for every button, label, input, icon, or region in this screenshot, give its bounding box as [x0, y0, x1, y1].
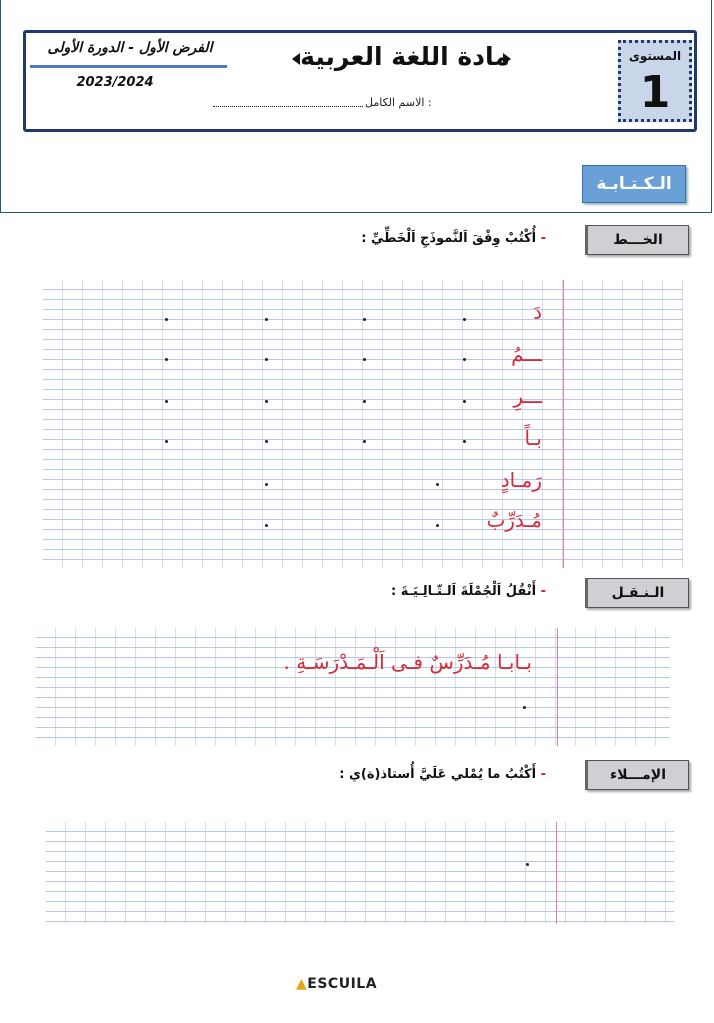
guide-dot: [363, 318, 366, 321]
margin-line: [556, 822, 557, 924]
instruction-text: أَكْتُبُ ما يُمْلي عَلَيَّ أُستاذ(ة)ي :: [339, 767, 537, 782]
guide-dot: [265, 358, 268, 361]
logo: [296, 976, 377, 992]
handwriting-grid-khatt[interactable]: [43, 280, 683, 568]
margin-line: [557, 628, 558, 746]
section-label-text: الإمـــلاء: [609, 767, 667, 783]
instruction-text: أُكْتُبْ وِفْقَ اَلنَّموذَجِ اَلْخَطِّيِّ :: [361, 231, 537, 246]
level-box: [618, 40, 692, 122]
guide-dot: [363, 440, 366, 443]
model-letter: ـــرِ: [513, 384, 542, 408]
guide-dot: [265, 440, 268, 443]
name-field[interactable]: [213, 94, 363, 107]
instruction-text: أَنْقُلُ اَلْجُمْلَةَ اَلـتّـالِـيَـةَ :: [391, 584, 537, 599]
guide-dot: [436, 524, 439, 527]
margin-line: [563, 280, 564, 568]
section-label-text: الخـــط: [613, 232, 663, 248]
guide-dot: [523, 706, 526, 709]
model-letter: دَ: [533, 300, 542, 324]
instruction-naql: - أَنْقُلُ اَلْجُمْلَةَ اَلـتّـالِـيَـةَ :: [391, 584, 546, 599]
guide-dot: [165, 440, 168, 443]
graduation-cap-icon: ▲: [296, 976, 308, 992]
name-label: الاسم الكامل :: [365, 96, 432, 109]
handwriting-grid-imlaa[interactable]: [46, 822, 674, 924]
section-label-imlaa: [585, 760, 689, 790]
section-label-khatt: [585, 225, 689, 255]
level-number: 1: [639, 67, 671, 118]
handwriting-grid-naql[interactable]: [36, 628, 670, 746]
model-letter: بـاً: [524, 426, 542, 450]
guide-dot: [363, 400, 366, 403]
exam-title: الفرض الأول - الدورة الأولى: [47, 40, 213, 56]
guide-dot: [265, 524, 268, 527]
guide-dot: [265, 318, 268, 321]
logo-text: ESCUILA: [307, 976, 378, 992]
copy-sentence: بـابـا مُـدَرِّسٌ فـى اَلْـمَـدْرَسَـةِ .: [283, 650, 532, 674]
writing-tab-label: الـكـتـابـة: [596, 174, 672, 194]
model-word: مُـدَرِّبٌ: [486, 508, 542, 532]
section-label-text: الـنـقـل: [611, 585, 665, 601]
school-year: 2023/2024: [76, 75, 154, 90]
exam-underline: [30, 65, 227, 68]
guide-dot: [265, 483, 268, 486]
guide-dot: [265, 400, 268, 403]
guide-dot: [165, 400, 168, 403]
subject-title: مادة اللغة العربية: [300, 42, 510, 71]
guide-dot: [436, 483, 439, 486]
model-letter: ـــمُ: [511, 342, 542, 366]
triangle-right-icon: [503, 53, 511, 65]
section-label-naql: [585, 578, 689, 608]
instruction-imlaa: - أَكْتُبُ ما يُمْلي عَلَيَّ أُستاذ(ة)ي :: [339, 767, 546, 782]
guide-dot: [165, 358, 168, 361]
guide-dot: [463, 318, 466, 321]
instruction-khatt: - أُكْتُبْ وِفْقَ اَلنَّموذَجِ اَلْخَطِّيِّ :: [361, 231, 546, 246]
model-word: رَمـادٍ: [500, 468, 542, 492]
guide-dot: [463, 358, 466, 361]
level-label: المستوى: [628, 49, 682, 63]
guide-dot: [363, 358, 366, 361]
writing-tab: [582, 165, 686, 203]
guide-dot: [463, 400, 466, 403]
guide-dot: [165, 318, 168, 321]
guide-dot: [463, 440, 466, 443]
guide-dot: [526, 863, 529, 866]
